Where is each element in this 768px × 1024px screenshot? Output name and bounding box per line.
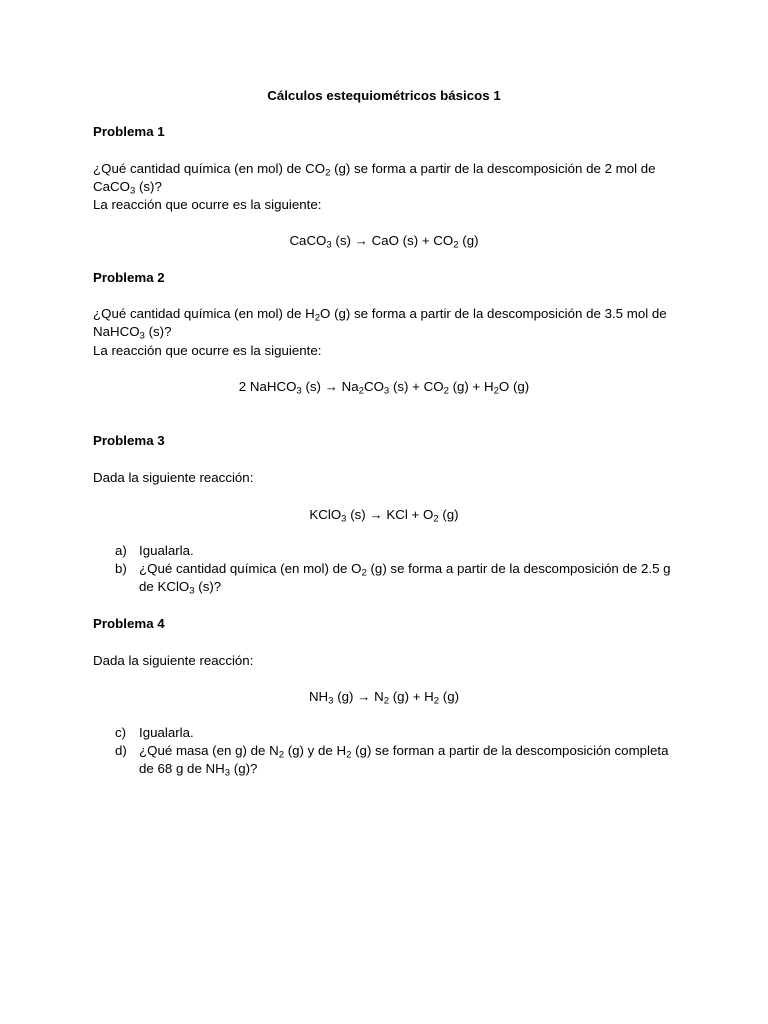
- problem-4-equation: $NH_3$ $(g) \to N_2$ $(g) + H_2$ (g): [308, 689, 460, 707]
- problem-1-heading: Problema 1: [93, 124, 165, 139]
- problem-4-heading: Problema 4: [93, 616, 165, 631]
- list-marker: c): [115, 725, 127, 740]
- list-item: d) ¿Qué masa (en g) de $N_2$ (g) y de $H_2$ (g) se forman a partir de la descomposición completa de 68 g de $NH_3$ (g)?: [115, 743, 669, 779]
- problem-3-heading: Problema 3: [93, 433, 165, 448]
- list-item: a) Igualarla.: [115, 543, 194, 558]
- list-item: b) ¿Qué cantidad química (en mol) de $O_2$ (g) se forma a partir de la descomposición de 2.5 g de KClO$_3$ (s)?: [115, 561, 671, 597]
- problem-4-intro: Dada la siguiente reacción:: [93, 653, 254, 668]
- problem-1-intro: La reacción que ocurre es la siguiente:: [93, 197, 322, 212]
- problem-2-question: ¿Qué cantidad química (en mol) de $H_2O$ (g) se forma a partir de la descomposición de 3.5 mol de NaHCO$_3$ (s)?: [93, 306, 667, 342]
- list-item: c) Igualarla.: [115, 725, 194, 740]
- problem-4-list: [115, 724, 675, 778]
- list-marker: a): [115, 543, 127, 558]
- problem-1-question: ¿Qué cantidad química (en mol) de $CO_2$ (g) se forma a partir de la descomposición de 2 mol de CaCO$_3$ (s)?: [93, 161, 656, 197]
- problem-3-intro: Dada la siguiente reacción:: [93, 470, 254, 485]
- list-marker: d): [115, 743, 127, 758]
- problem-3-list: [115, 542, 675, 596]
- problem-1-equation: CaCO$_3$ (s) → CaO $(s) + CO_2$ (g): [289, 233, 479, 251]
- list-marker: b): [115, 561, 127, 576]
- document-title: Cálculos estequiométricos básicos 1: [267, 88, 501, 103]
- problem-2-intro: La reacción que ocurre es la siguiente:: [93, 343, 322, 358]
- problem-3-equation: KClO$_3$ (s) → KCl + $O_2$ (g): [309, 507, 459, 525]
- problem-2-heading: Problema 2: [93, 270, 165, 285]
- problem-2-equation: 2 NaHCO$_3$ $(s) \to Na_2CO_3$ $(s) + CO_2$ $(g) + H_2O$ (g): [238, 379, 530, 397]
